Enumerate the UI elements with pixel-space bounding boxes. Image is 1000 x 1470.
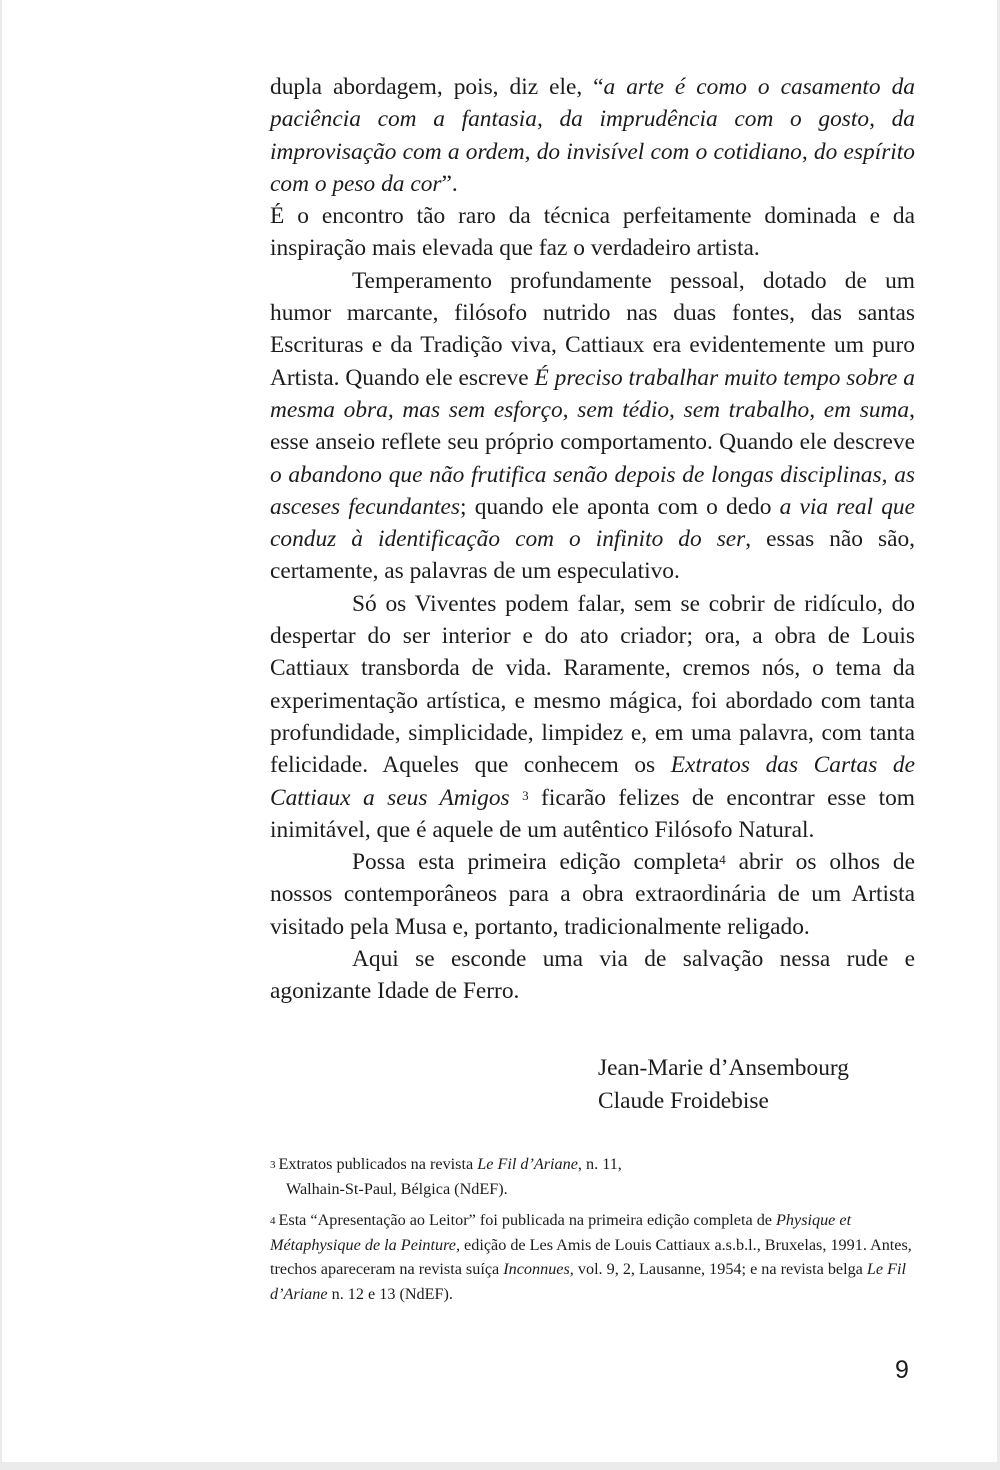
text-run: abrir os olhos de nossos contemporâneos para a obra extraordinária de um Artista visitado pela Musa e, portanto, tradicionalmente religado. xyxy=(270,849,915,940)
signature-name: Claude Froidebise xyxy=(598,1088,769,1114)
text-run: ficarão felizes de encontrar esse tom inimitável, que é aquele de um autêntico Filósofo Natural. xyxy=(270,784,915,843)
italic-text: Extratos das Cartas de Cattiaux a seus Amigos xyxy=(270,752,916,811)
body-text xyxy=(270,71,915,1008)
text-run: , n. 11, xyxy=(577,1155,622,1173)
italic-text: Physique et Métaphysique de la Peinture, xyxy=(270,1211,852,1254)
text-run xyxy=(510,785,522,811)
italic-text: É preciso trabalhar muito tempo sobre a mesma obra, mas sem esforço, sem tédio, sem trabalho, em suma xyxy=(270,364,915,423)
signature-block xyxy=(598,1052,849,1118)
paragraph xyxy=(270,943,915,1008)
text-run: , esse anseio reflete seu próprio comportamento. Quando ele descreve xyxy=(270,396,915,456)
paragraph xyxy=(270,846,915,943)
italic-text: Le Fil d’Ariane xyxy=(270,1260,907,1303)
footnote xyxy=(270,1208,915,1306)
text-run: ; quando ele aponta com o dedo xyxy=(460,493,780,520)
footnotes xyxy=(270,1152,915,1313)
footnote-reference: 3 xyxy=(522,787,529,803)
footnote-reference: 4 xyxy=(719,852,726,868)
footnote-number: 4 xyxy=(270,1215,276,1227)
italic-text: o abandono que não frutifica senão depois de longas disciplinas, as asceses fecundantes xyxy=(270,461,915,520)
paragraph xyxy=(270,588,915,846)
text-run: n. 12 e 13 (NdEF). xyxy=(327,1284,453,1303)
text-run: Esta “Apresentação ao Leitor” foi publicada na primeira edição completa de xyxy=(278,1211,777,1229)
text-run: Possa esta primeira edição completa xyxy=(352,849,720,876)
text-run: Aqui se esconde uma via de salvação nessa rude e agonizante Idade de Ferro. xyxy=(270,946,915,1005)
text-run: ”. xyxy=(441,170,458,197)
page-number: 9 xyxy=(895,1356,909,1384)
text-run: vol. 9, 2, Lausanne, 1954; e na revista belga xyxy=(573,1260,867,1278)
italic-text: a via real que conduz à identificação com o infinito do ser xyxy=(270,493,915,553)
italic-text: Le Fil d’Ariane xyxy=(477,1155,578,1173)
signature-name: Jean-Marie d’Ansembourg xyxy=(598,1055,849,1081)
text-run: É o encontro tão raro da técnica perfeitamente dominada e da inspiração mais elevada que faz o verdadeiro artista. xyxy=(270,203,915,262)
text-run: , essas não são, certamente, as palavras de um especulativo. xyxy=(270,526,916,585)
text-run: Só os Viventes podem falar, sem se cobrir de ridículo, do despertar do ser interior e do ato criador; ora, a obra de Louis Cattiaux transborda de vida. Raramente, cremos nós, o tema da experimentação artística, e mesmo mágica, foi abordado com tanta profundidade, simplicidade, limpidez e, em uma palavra, com tanta felicidade. Aqueles que conhecem os xyxy=(270,590,915,779)
footnote-continuation xyxy=(270,1180,508,1198)
paragraph xyxy=(270,265,915,588)
text-run: Walhain-St-Paul, Bélgica (NdEF). xyxy=(286,1179,508,1198)
footnote xyxy=(270,1152,915,1201)
italic-text: a arte é como o casamento da paciência com a fantasia, da imprudência com o gosto, da improvisação com a ordem, do invisível com o cotidiano, do espírito com o peso da cor xyxy=(270,74,915,197)
italic-text: Inconnues, xyxy=(503,1260,574,1278)
text-run: Extratos publicados na revista xyxy=(278,1155,478,1173)
footnote-number: 3 xyxy=(270,1159,276,1171)
text-run: Temperamento profundamente pessoal, dotado de um humor marcante, filósofo nutrido nas duas fontes, das santas Escrituras e da Tradição viva, Cattiaux era evidentemente um puro Artista. Quando ele escreve xyxy=(270,267,915,391)
paragraph xyxy=(270,71,915,265)
book-page xyxy=(2,0,997,1462)
text-run: edição de Les Amis de Louis Cattiaux a.s.b.l., Bruxelas, 1991. Antes, trechos apareceram na revista suíça xyxy=(270,1235,912,1278)
text-run: dupla abordagem, pois, diz ele, “ xyxy=(270,74,604,100)
